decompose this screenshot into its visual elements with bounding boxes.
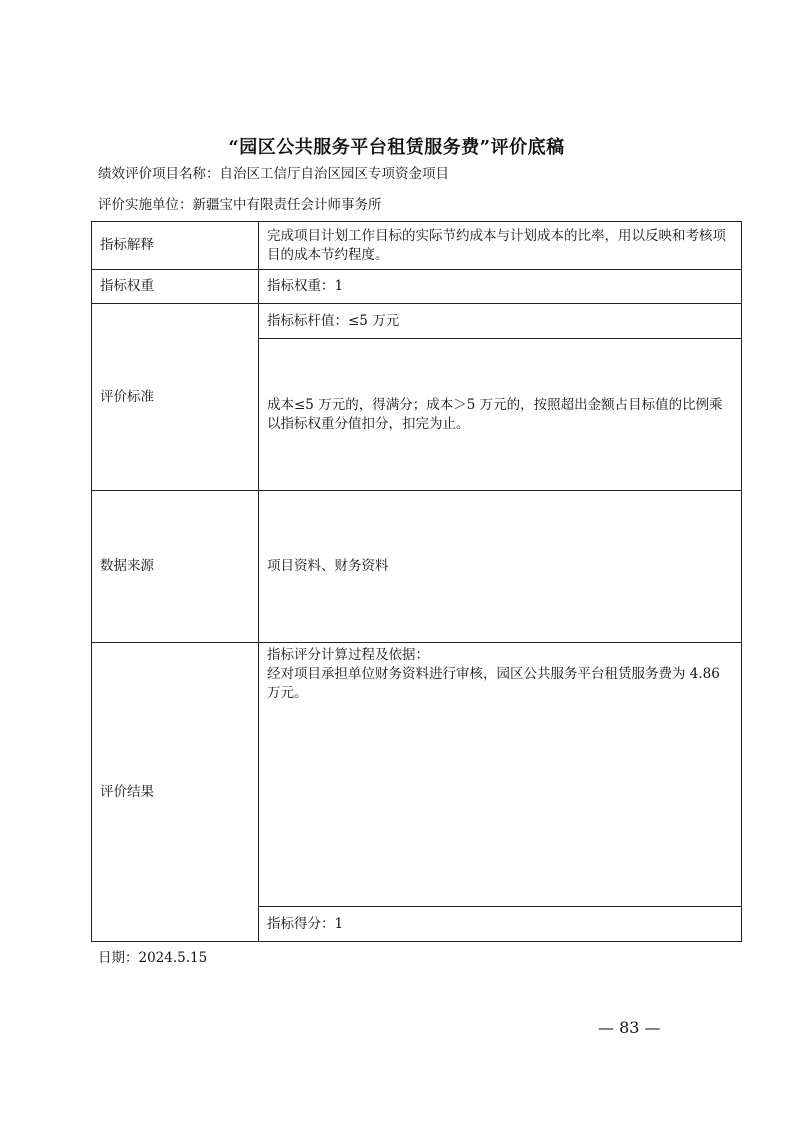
indicator-weight-content: 指标权重：1	[259, 270, 742, 304]
row-evaluation-result-process	[92, 643, 742, 907]
data-source-content: 项目资料、财务资料	[259, 491, 742, 643]
row-indicator-explanation	[92, 222, 742, 270]
row-data-source	[92, 491, 742, 643]
row-evaluation-standard-benchmark	[92, 304, 742, 339]
document-title: “园区公共服务平台租赁服务费”评价底稿	[228, 137, 565, 158]
page-number: — 83 —	[598, 1018, 661, 1037]
implementing-unit: 评价实施单位：新疆宝中有限责任会计师事务所	[98, 197, 382, 213]
evaluation-result-process	[259, 643, 742, 907]
evaluation-process-text: 经对项目承担单位财务资料进行审核，园区公共服务平台租赁服务费为 4.86 万元。	[267, 666, 720, 701]
row-indicator-weight	[92, 270, 742, 304]
evaluation-result-label: 评价结果	[92, 643, 259, 942]
data-source-label: 数据来源	[92, 491, 259, 643]
indicator-explanation-label: 指标解释	[92, 222, 259, 270]
evaluation-result-score: 指标得分：1	[259, 907, 742, 942]
indicator-explanation-content: 完成项目计划工作目标的实际节约成本与计划成本的比率，用以反映和考核项目的成本节约程度。	[259, 222, 742, 270]
evaluation-date: 日期：2024.5.15	[98, 950, 208, 966]
indicator-weight-label: 指标权重	[92, 270, 259, 304]
evaluation-table	[91, 221, 742, 942]
evaluation-standard-label: 评价标准	[92, 304, 259, 491]
evaluation-standard-rule: 成本≤5 万元的，得满分；成本＞5 万元的，按照超出金额占目标值的比例乘以指标权重分值扣分，扣完为止。	[259, 339, 742, 491]
evaluation-process-heading: 指标评分计算过程及依据：	[267, 647, 429, 663]
evaluation-standard-benchmark: 指标标杆值：≤5 万元	[259, 304, 742, 339]
project-name: 绩效评价项目名称：自治区工信厅自治区园区专项资金项目	[98, 166, 449, 182]
